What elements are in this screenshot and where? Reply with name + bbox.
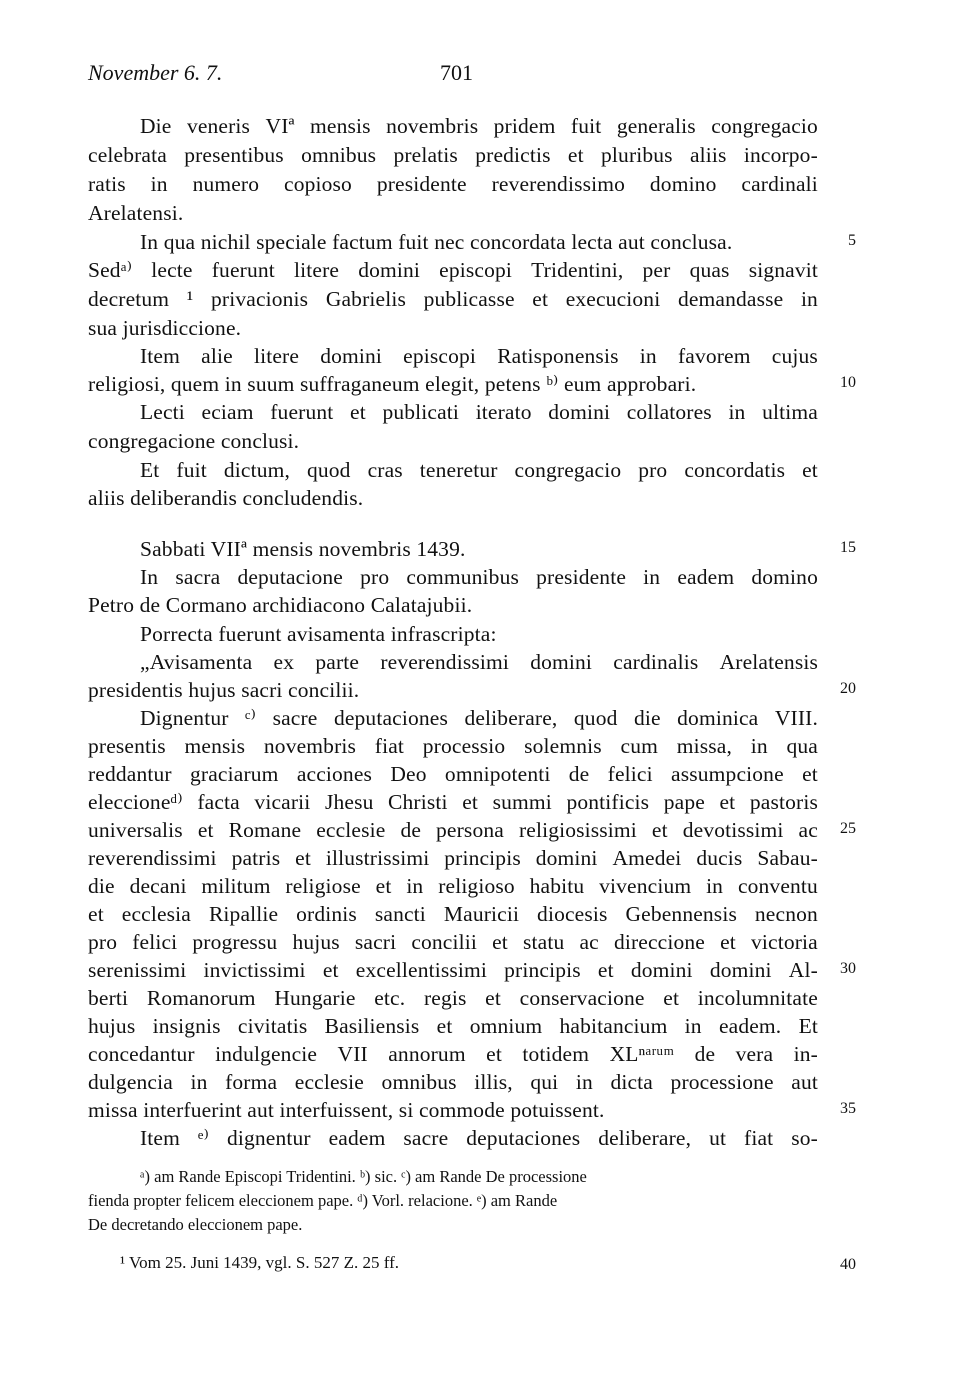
text-line: universalis et Romane ecclesie de persona religiosissimi et devotissimi ac xyxy=(88,818,818,842)
text-line: Dignentur ᶜ⁾ sacre deputaciones deliberare, quod die dominica VIII. xyxy=(140,706,818,730)
text-line: decretum ¹ privacionis Gabrielis publicasse et execucioni demandasse in xyxy=(88,287,818,311)
apparatus-note: De decretando eleccionem pape. xyxy=(88,1215,303,1234)
text-line: congregacione conclusi. xyxy=(88,429,300,453)
text-line: Arelatensi. xyxy=(88,201,184,225)
text-line: berti Romanorum Hungarie etc. regis et conservacione et incolumnitate xyxy=(88,986,818,1010)
text-line: Sabbati VIIª mensis novembris 1439. xyxy=(140,537,466,561)
text-line: Item alie litere domini episcopi Ratisponensis in favorem cujus xyxy=(140,344,818,368)
text-line: hujus insignis civitatis Basiliensis et omnium habitancium in eadem. Et xyxy=(88,1014,818,1038)
text-line: Porrecta fuerunt avisamenta infrascripta: xyxy=(140,622,497,646)
text-line: presidentis hujus sacri concilii. xyxy=(88,678,360,702)
page-number: 701 xyxy=(440,60,473,85)
margin-line-number: 40 xyxy=(840,1256,856,1273)
text-line: missa interfuerint aut interfuissent, si commode potuissent. xyxy=(88,1098,605,1122)
text-line: ratis in numero copioso presidente reverendissimo domino cardinali xyxy=(88,172,818,196)
text-line: „Avisamenta ex parte reverendissimi domini cardinalis Arelatensis xyxy=(140,650,818,674)
margin-line-number: 10 xyxy=(840,374,856,391)
text-line: pro felici progressu hujus sacri concilii et statu ac direccione et victoria xyxy=(88,930,818,954)
text-line: Lecti eciam fuerunt et publicati iterato domini collatores in ultima xyxy=(140,400,818,424)
text-line: Sedᵃ⁾ lecte fuerunt litere domini episcopi Tridentini, per quas signavit xyxy=(88,258,818,282)
text-line: sua jurisdiccione. xyxy=(88,316,242,340)
text-line: serenissimi invictissimi et excellentissimi principis et domini domini Al- xyxy=(88,958,818,982)
text-line: In sacra deputacione pro communibus presidente in eadem domino xyxy=(140,565,818,589)
text-line: concedantur indulgencie VII annorum et totidem XLⁿᵃʳᵘᵐ de vera in- xyxy=(88,1042,818,1066)
text-line: Item ᵉ⁾ dignentur eadem sacre deputaciones deliberare, ut fiat so- xyxy=(140,1126,818,1150)
running-head: November 6. 7. xyxy=(88,60,223,85)
text-line: celebrata presentibus omnibus prelatis predictis et pluribus aliis incorpo- xyxy=(88,143,818,167)
text-line: reddantur graciarum acciones Deo omnipotenti de felici assumpcione et xyxy=(88,762,818,786)
text-line: dulgencia in forma ecclesie omnibus illis, qui in dicta processione aut xyxy=(88,1070,818,1094)
apparatus-note: ᵃ) am Rande Episcopi Tridentini. ᵇ) sic. ᶜ) am Rande De processione xyxy=(140,1167,587,1186)
apparatus-note: fienda propter felicem eleccionem pape. ᵈ) Vorl. relacione. ᵉ) am Rande xyxy=(88,1191,558,1210)
text-line: In qua nichil speciale factum fuit nec concordata lecta aut conclusa. xyxy=(140,230,733,254)
margin-line-number: 30 xyxy=(840,960,856,977)
text-line: Et fuit dictum, quod cras teneretur congregacio pro concordatis et xyxy=(140,458,818,482)
margin-line-number: 15 xyxy=(840,539,856,556)
text-line: Die veneris VIª mensis novembris pridem fuit generalis congregacio xyxy=(140,114,818,138)
text-line: et ecclesia Ripallie ordinis sancti Mauricii diocesis Gebennensis necnon xyxy=(88,902,818,926)
text-line: eleccioneᵈ⁾ facta vicarii Jhesu Christi et summi pontificis pape et pastoris xyxy=(88,790,818,814)
margin-line-number: 25 xyxy=(840,820,856,837)
margin-line-number: 20 xyxy=(840,680,856,697)
margin-line-number: 35 xyxy=(840,1100,856,1117)
text-line: religiosi, quem in suum suffraganeum elegit, petens ᵇ⁾ eum approbari. xyxy=(88,372,697,396)
text-line: presentis mensis novembris fiat processio solemnis cum missa, in qua xyxy=(88,734,818,758)
text-line: reverendissimi patris et illustrissimi principis domini Amedei ducis Sabau- xyxy=(88,846,818,870)
editorial-footnote: ¹ Vom 25. Juni 1439, vgl. S. 527 Z. 25 ff. xyxy=(120,1253,400,1272)
text-line: Petro de Cormano archidiacono Calatajubii. xyxy=(88,593,473,617)
text-line: aliis deliberandis concludendis. xyxy=(88,486,364,510)
margin-line-number: 5 xyxy=(848,232,856,249)
text-line: die decani militum religiose et in religioso habitu vivencium in conventu xyxy=(88,874,818,898)
